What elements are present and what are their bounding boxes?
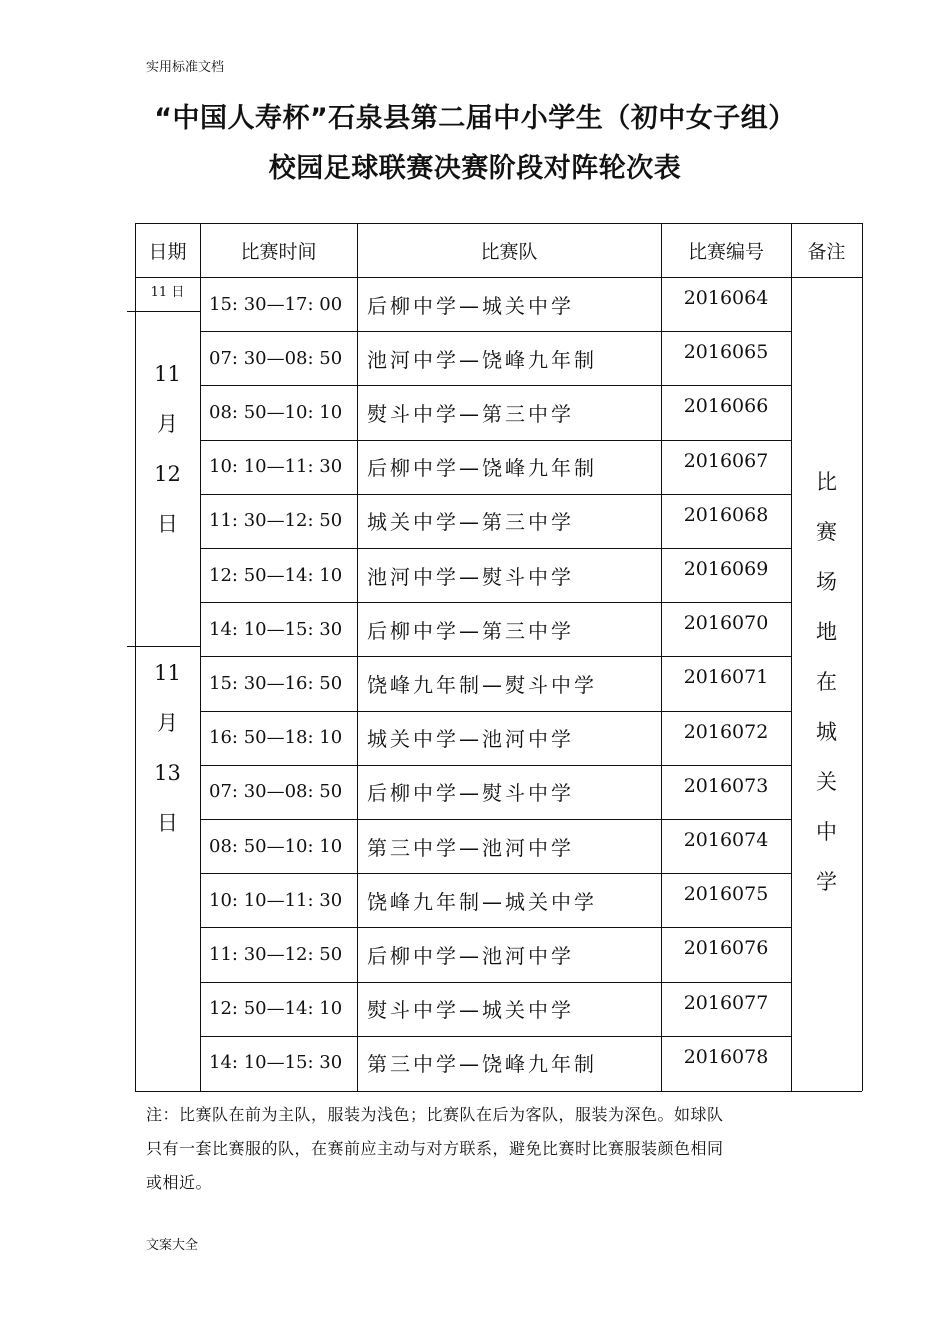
date-13-part: 日 (157, 811, 178, 835)
date-cell-12 (135, 311, 200, 646)
table-rule (200, 548, 791, 549)
match-teams: 饶峰九年制—城关中学 (367, 889, 597, 914)
table-rule (200, 656, 791, 657)
table-rule (200, 765, 791, 766)
match-time: 14: 10—15: 30 (209, 1052, 343, 1074)
table-rule (791, 223, 792, 1091)
match-time: 15: 30—16: 50 (209, 672, 343, 694)
match-time: 15: 30—17: 00 (209, 293, 343, 315)
date-13-part: 月 (157, 711, 178, 735)
match-time: 08: 50—10: 10 (209, 401, 343, 423)
match-code: 2016067 (683, 449, 769, 472)
footnote-line: 只有一套比赛服的队，在赛前应主动与对方联系，避免比赛时比赛服装颜色相同 (146, 1139, 724, 1158)
match-time: 12: 50—14: 10 (209, 998, 343, 1020)
table-rule (200, 819, 791, 820)
match-time: 14: 10—15: 30 (209, 618, 343, 640)
table-rule (200, 982, 791, 983)
match-teams: 城关中学—池河中学 (367, 727, 574, 752)
match-teams: 第三中学—饶峰九年制 (367, 1052, 597, 1077)
match-time: 10: 10—11: 30 (209, 889, 343, 911)
match-time: 11: 30—12: 50 (209, 510, 343, 532)
table-rule (127, 311, 200, 312)
date-cell-11: 11 日 (150, 285, 185, 300)
footnote (146, 1098, 826, 1200)
match-teams: 池河中学—熨斗中学 (367, 564, 574, 589)
page-title-line2: 校园足球联赛决赛阶段对阵轮次表 (268, 153, 682, 184)
match-code: 2016071 (683, 666, 769, 689)
table-rule (200, 1036, 791, 1037)
match-teams: 后柳中学—城关中学 (367, 293, 574, 318)
date-12-part: 月 (157, 412, 178, 436)
match-code: 2016070 (683, 612, 769, 635)
match-code: 2016075 (683, 883, 769, 906)
match-code: 2016073 (683, 774, 769, 797)
table-rule (200, 711, 791, 712)
table-rule (862, 223, 863, 1091)
footer-note: 文案大全 (146, 1238, 199, 1253)
match-code: 2016068 (683, 503, 769, 526)
column-header-date: 日期 (148, 240, 187, 263)
table-rule (135, 1091, 862, 1092)
match-code: 2016078 (683, 1045, 769, 1068)
header-note: 实用标准文档 (146, 60, 225, 75)
match-teams: 后柳中学—第三中学 (367, 618, 574, 643)
remark-char: 赛 (816, 520, 837, 544)
table-rule (135, 223, 862, 224)
table-rule (127, 646, 200, 647)
remark-char: 在 (816, 670, 837, 694)
date-cell-13 (135, 646, 200, 1091)
footnote-line: 注：比赛队在前为主队，服装为浅色；比赛队在后为客队，服装为深色。如球队 (146, 1105, 724, 1124)
remark-char: 关 (816, 770, 837, 794)
remark-char: 场 (816, 570, 837, 594)
remark-char: 中 (816, 820, 837, 844)
match-time: 16: 50—18: 10 (209, 727, 343, 749)
match-code: 2016065 (683, 341, 769, 364)
column-header-teams: 比赛队 (480, 240, 538, 263)
match-teams: 饶峰九年制—熨斗中学 (367, 672, 597, 697)
match-teams: 熨斗中学—第三中学 (367, 401, 574, 426)
date-13-part: 13 (154, 761, 181, 785)
match-code: 2016072 (683, 720, 769, 743)
match-time: 12: 50—14: 10 (209, 564, 343, 586)
match-time: 10: 10—11: 30 (209, 456, 343, 478)
match-teams: 第三中学—池河中学 (367, 835, 574, 860)
match-code: 2016077 (683, 991, 769, 1014)
remark-char: 城 (816, 720, 837, 744)
column-header-code: 比赛编号 (687, 240, 764, 263)
date-13-part: 11 (154, 661, 181, 685)
match-code: 2016069 (683, 558, 769, 580)
table-rule (200, 331, 791, 332)
remark-cell (791, 277, 862, 1091)
match-teams: 后柳中学—熨斗中学 (367, 781, 574, 806)
footnote-line: 或相近。 (146, 1173, 213, 1192)
match-teams: 池河中学—饶峰九年制 (367, 347, 597, 372)
match-time: 07: 30—08: 50 (209, 347, 343, 369)
remark-char: 比 (816, 470, 837, 494)
table-rule (200, 873, 791, 874)
table-rule (200, 494, 791, 495)
table-rule (200, 440, 791, 441)
match-time: 11: 30—12: 50 (209, 943, 343, 965)
match-teams: 熨斗中学—城关中学 (367, 998, 574, 1023)
table-rule (135, 223, 136, 1091)
remark-char: 学 (816, 870, 837, 894)
table-rule (135, 277, 862, 278)
match-code: 2016074 (683, 829, 769, 851)
date-12-part: 日 (157, 512, 178, 536)
table-rule (200, 385, 791, 386)
match-code: 2016064 (683, 287, 769, 309)
match-code: 2016076 (683, 937, 769, 960)
remark-char: 地 (816, 620, 837, 644)
table-rule (661, 223, 662, 1091)
column-header-time: 比赛时间 (240, 240, 317, 263)
table-rule (200, 602, 791, 603)
table-rule (357, 223, 358, 1091)
table-rule (200, 927, 791, 928)
column-header-remark: 备注 (807, 240, 846, 263)
date-12-part: 12 (154, 462, 181, 486)
table-rule (200, 223, 201, 1091)
match-teams: 城关中学—第三中学 (367, 510, 574, 535)
match-code: 2016066 (683, 395, 769, 418)
match-teams: 后柳中学—饶峰九年制 (367, 456, 597, 481)
match-teams: 后柳中学—池河中学 (367, 943, 574, 968)
match-time: 08: 50—10: 10 (209, 835, 343, 857)
page-title-line1: “中国人寿杯”石泉县第二届中小学生（初中女子组） (154, 103, 796, 134)
date-12-part: 11 (154, 362, 181, 386)
match-time: 07: 30—08: 50 (209, 781, 343, 803)
